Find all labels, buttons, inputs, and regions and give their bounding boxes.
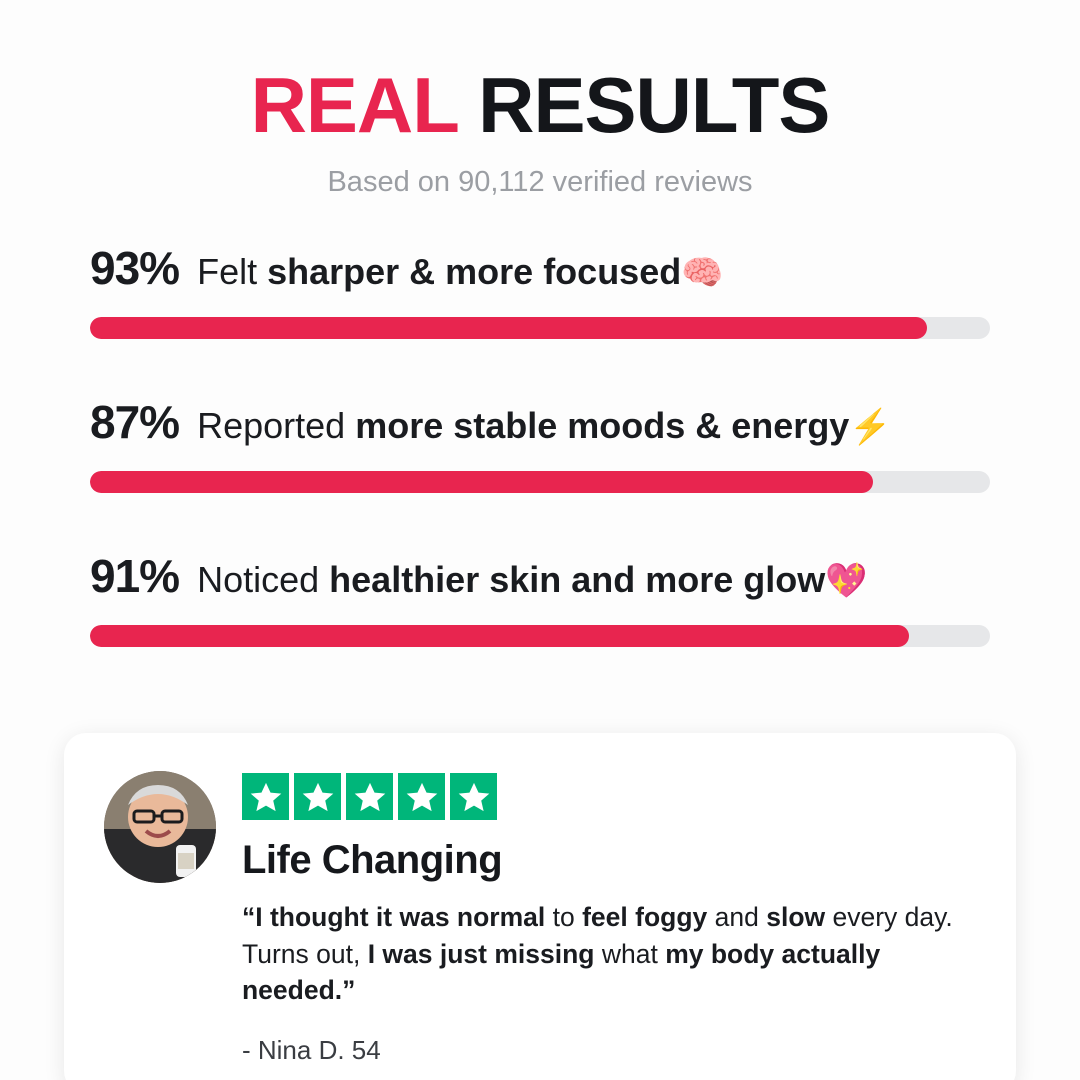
stat-label-row — [90, 395, 990, 449]
star-icon — [294, 773, 341, 820]
progress-bar-fill — [90, 317, 927, 339]
review-text-line-2: Turns out, I was just missing what my body actually needed.” — [242, 938, 881, 1006]
stat-percent: 87% — [90, 396, 180, 448]
stat-item — [90, 395, 990, 493]
header — [0, 0, 1080, 199]
star-icon — [242, 773, 289, 820]
progress-bar-track — [90, 317, 990, 339]
progress-bar-track — [90, 625, 990, 647]
stats-list — [0, 241, 1080, 647]
review-text-line-1: “I thought it was normal to feel foggy and slow every day. — [242, 902, 953, 932]
stat-text — [197, 251, 723, 293]
progress-bar-track — [90, 471, 990, 493]
stat-item — [90, 241, 990, 339]
stat-item — [90, 549, 990, 647]
review-author: - Nina D. 54 — [242, 1034, 381, 1065]
stat-text-bold: healthier skin and more glow — [329, 559, 826, 600]
review-title: Life Changing — [242, 838, 503, 882]
star-icon — [346, 773, 393, 820]
stat-percent: 93% — [90, 242, 180, 294]
star-rating — [242, 773, 976, 820]
review-body — [242, 771, 976, 1080]
star-icon — [450, 773, 497, 820]
review-card — [64, 733, 1016, 1080]
stat-text-lead: Felt — [197, 251, 268, 292]
title-accent: REAL — [250, 61, 458, 149]
sparkling-heart-emoji: 💖 — [825, 562, 868, 600]
brain-emoji: 🧠 — [681, 254, 724, 292]
stat-text — [197, 405, 892, 447]
stat-label-row — [90, 549, 990, 603]
stat-label-row — [90, 241, 990, 295]
star-icon — [398, 773, 445, 820]
review-text — [242, 899, 976, 1009]
avatar — [104, 771, 216, 883]
progress-bar-fill — [90, 471, 873, 493]
lightning-emoji: ⚡ — [849, 408, 892, 446]
page-title — [0, 61, 1080, 149]
stat-text-bold: sharper & more focused — [267, 251, 682, 292]
stat-text-lead: Reported — [197, 405, 356, 446]
subtitle: Based on 90,112 verified reviews — [327, 166, 753, 198]
progress-bar-fill — [90, 625, 909, 647]
review-quote-strong: “I thought it was normal — [242, 902, 546, 932]
title-rest: RESULTS — [478, 61, 830, 149]
stat-text-lead: Noticed — [197, 559, 330, 600]
stat-percent: 91% — [90, 550, 180, 602]
stat-text-bold: more stable moods & energy — [355, 405, 850, 446]
stat-text — [197, 559, 868, 601]
